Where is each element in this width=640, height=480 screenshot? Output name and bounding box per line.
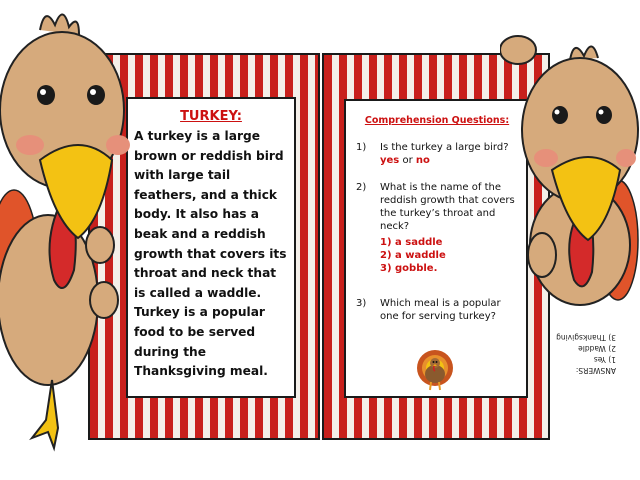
story-text	[134, 127, 288, 382]
question-1	[356, 141, 518, 167]
story-line: is called a waddle.	[134, 285, 262, 300]
question-text: What is the name of the reddish growth that covers the turkey’s throat and neck?	[380, 182, 515, 232]
story-line: Thanksgiving meal.	[134, 364, 268, 379]
question-3	[356, 297, 518, 323]
story-card	[126, 97, 296, 398]
answer-key	[552, 332, 616, 376]
question-number: 1)	[356, 142, 367, 153]
story-line: throat and neck that	[134, 266, 277, 281]
question-number: 2)	[356, 182, 367, 193]
story-line: during the	[134, 344, 207, 359]
option-waddle: 2) a waddle	[380, 250, 446, 261]
story-line: beak and a reddish	[134, 226, 266, 241]
option-gobble: 3) gobble.	[380, 263, 438, 274]
question-number: 3)	[356, 298, 367, 309]
question-2	[356, 181, 518, 275]
story-line: food to be served	[134, 324, 256, 339]
story-line: brown or reddish bird	[134, 148, 284, 163]
question-text: Is the turkey a large bird?	[380, 142, 509, 153]
answer-item: 2) Waddle	[578, 344, 616, 353]
option-or: or	[402, 155, 413, 166]
story-title: TURKEY:	[180, 109, 242, 124]
left-turkey-illustration	[0, 0, 135, 470]
questions-title: Comprehension Questions:	[364, 115, 510, 126]
option-yes: yes	[380, 155, 400, 166]
story-line: growth that covers its	[134, 246, 287, 261]
option-no: no	[415, 155, 430, 166]
answer-item: 3) Thanksgiving	[556, 333, 616, 342]
story-line: A turkey is a large	[134, 129, 260, 143]
story-line: Turkey is a popular	[134, 305, 265, 320]
right-turkey-illustration	[500, 30, 640, 330]
answer-key-title: ANSWERS:	[575, 366, 616, 375]
story-line: feathers, and a thick	[134, 187, 278, 202]
question-text: Which meal is a popular one for serving turkey?	[380, 298, 501, 322]
answer-item: 1) Yes	[593, 355, 616, 364]
option-saddle: 1) a saddle	[380, 237, 443, 248]
small-turkey-icon	[410, 348, 460, 396]
story-line: body. It also has a	[134, 207, 260, 222]
story-line: with large tail	[134, 168, 231, 183]
